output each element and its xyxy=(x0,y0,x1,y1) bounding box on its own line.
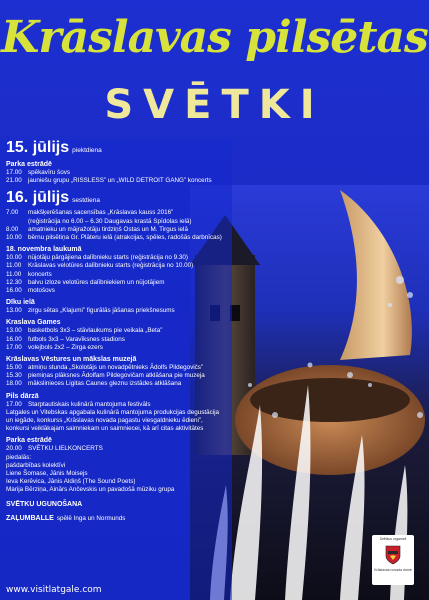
event-time: 17.00 xyxy=(6,169,22,176)
event-text: motošovs xyxy=(28,287,55,295)
event-row xyxy=(6,209,236,217)
event-text: basketbols 3x3 – stāvlaukums pie veikala „Beta” xyxy=(28,327,163,335)
event-row xyxy=(6,445,236,453)
badge-line1: Svētkus organizē xyxy=(379,537,407,541)
event-time: 17.00 xyxy=(6,343,22,351)
dance-heading xyxy=(6,514,236,523)
detail-line: Ieva Kerēvica, Jānis Aldiņš (The Sound Poets) xyxy=(6,478,136,486)
venue-heading: Pils dārzā xyxy=(6,392,39,400)
fireworks-heading: SVĒTKU UGUNOŠANA xyxy=(6,500,83,508)
event-text: SVĒTKU LIELKONCERTS xyxy=(28,445,103,453)
event-text: spēkavīru šovs xyxy=(28,169,70,176)
poster-subtitle: SVĒTKI xyxy=(104,82,325,128)
event-time: 13.00 xyxy=(6,327,22,335)
date-heading xyxy=(6,189,236,207)
event-text: makšķerēšanas sacensības „Krāslavas kauss 2016” xyxy=(28,209,174,217)
event-time: 21.00 xyxy=(6,177,22,185)
date-heading xyxy=(6,139,236,157)
event-text: amatnieku un mājražotāju tirdziņš Ostas un M. Tirgus ielā xyxy=(28,225,188,233)
event-time xyxy=(6,218,28,226)
poster-title: Krāslavas pilsētas xyxy=(1,12,428,63)
event-row xyxy=(6,177,236,185)
detail-line: pašdarbības kolektīvi xyxy=(6,461,66,469)
event-row xyxy=(6,234,236,242)
event-row xyxy=(6,271,236,279)
badge-line2: Krāslavas novada dome xyxy=(374,568,412,572)
event-row xyxy=(6,327,236,335)
venue-heading: Kraslava Games xyxy=(6,319,61,327)
detail-line: Liene Šomase, Jānis Moisejs xyxy=(6,470,88,478)
event-row xyxy=(6,401,236,409)
event-row xyxy=(6,226,236,234)
event-row xyxy=(6,372,236,380)
coat-of-arms-icon xyxy=(385,545,401,565)
venue-heading: 18. novembra laukumā xyxy=(6,246,82,254)
program xyxy=(6,138,236,523)
event-text: Starptautiskais kulinārā mantojuma festivāls xyxy=(28,400,151,408)
event-list xyxy=(6,401,236,409)
event-list xyxy=(6,209,236,242)
venue-heading: Parka estrādē xyxy=(6,161,52,168)
event-time: 12.30 xyxy=(6,278,22,286)
event-text: balvu izloze velotūres dalībniekiem un nūjotājiem xyxy=(28,278,165,286)
event-list xyxy=(6,254,236,295)
event-list xyxy=(6,307,236,315)
event-row xyxy=(6,287,236,295)
event-list xyxy=(6,327,236,352)
event-row xyxy=(6,279,236,287)
event-time: 15.00 xyxy=(6,364,22,372)
date: 15. jūlijs xyxy=(6,139,70,156)
event-time: 13.00 xyxy=(6,307,22,315)
event-row xyxy=(6,307,236,315)
watermark: www.visitlatgale.com xyxy=(6,585,102,595)
event-time: 20.00 xyxy=(6,445,22,453)
event-text: bērnu pilsētiņa Gr. Plāteru ielā (atrakcijas, spēles, radošās darbnīcas) xyxy=(28,234,222,242)
event-time: 10.00 xyxy=(6,234,22,242)
event-text: mākslinieces Ligitas Caunes gleznu izstādes atklāšana xyxy=(28,380,182,388)
detail-line: un iegāde, konkurss „Krāslavas novada pagastu viesgaldnieku ēdieni”, xyxy=(6,417,203,425)
event-row xyxy=(6,218,236,226)
event-text: futbols 3x3 – Varavīksnes stadions xyxy=(28,335,125,343)
event-time: 17.00 xyxy=(6,400,22,408)
event-text: (reģistrācija no 6.00 – 6.30 Daugavas krastā Spīdolas ielā) xyxy=(28,217,192,225)
event-text: Krāslavas velotūres dalībnieku starts (reģistrācija no 10.00) xyxy=(28,262,194,270)
event-row xyxy=(6,169,236,177)
event-text: koncerts xyxy=(28,270,52,278)
detail-line: piedalās: xyxy=(6,453,32,461)
detail-line: Latgales un Vitebskas apgabala kulinārā mantojuma produkcijas degustācija xyxy=(6,408,220,416)
date: 16. jūlijs xyxy=(6,189,70,207)
venue-heading: Krāslavas Vēstures un mākslas muzejā xyxy=(6,356,137,364)
dance-text: spēlē Inga un Normunds xyxy=(56,514,126,522)
event-text: jauniešu grupu „RISSLESS” un „WILD DETROIT GANG” koncerts xyxy=(28,177,212,185)
organizer-badge xyxy=(372,535,414,585)
event-details xyxy=(6,454,236,495)
event-list xyxy=(6,364,236,389)
event-time: 16.00 xyxy=(6,335,22,343)
event-text: volejbols 2x2 – Zirga ezers xyxy=(28,343,103,351)
event-row xyxy=(6,344,236,352)
event-row xyxy=(6,262,236,270)
event-list xyxy=(6,169,236,185)
dance-title: ZAĻUMBALLE xyxy=(6,514,54,522)
event-details xyxy=(6,409,236,434)
venue-heading: Parka estrādē xyxy=(6,437,52,445)
event-time: 7.00 xyxy=(6,209,19,217)
detail-line: Marija Bērziņa, Ainārs Ančevskis un pavadošā mūziku grupa xyxy=(6,486,175,494)
event-text: nūjotāju pārgājiena dalībnieku starts (reģistrācija no 9.30) xyxy=(28,254,188,262)
event-row xyxy=(6,336,236,344)
event-time: 10.00 xyxy=(6,254,22,262)
weekday: sestdiena xyxy=(72,197,100,205)
weekday: piektdiena xyxy=(72,147,102,154)
event-text: atmiņu stunda „Skolotājs un novadpētnieks Ādolfs Pildegovičs” xyxy=(28,364,204,372)
event-text: piemiņas plāksnes Ādolfam Pildegovičam atklāšana pie muzeja xyxy=(28,372,205,380)
event-time: 15.30 xyxy=(6,372,22,380)
event-time: 18.00 xyxy=(6,380,22,388)
event-time: 16.00 xyxy=(6,287,22,295)
event-row xyxy=(6,380,236,388)
venue-heading: Dīku ielā xyxy=(6,299,35,307)
event-list xyxy=(6,445,236,453)
detail-line: konkursi veiklākajam saimniekam un saimniecei, kā arī citas aktivitātes xyxy=(6,425,204,433)
event-time: 11.00 xyxy=(6,270,22,278)
event-text: zirgu sētas „Klajumi” figurālās jāšanas priekšnesums xyxy=(28,307,175,315)
event-time: 11.00 xyxy=(6,262,22,270)
event-time: 8.00 xyxy=(6,225,19,233)
